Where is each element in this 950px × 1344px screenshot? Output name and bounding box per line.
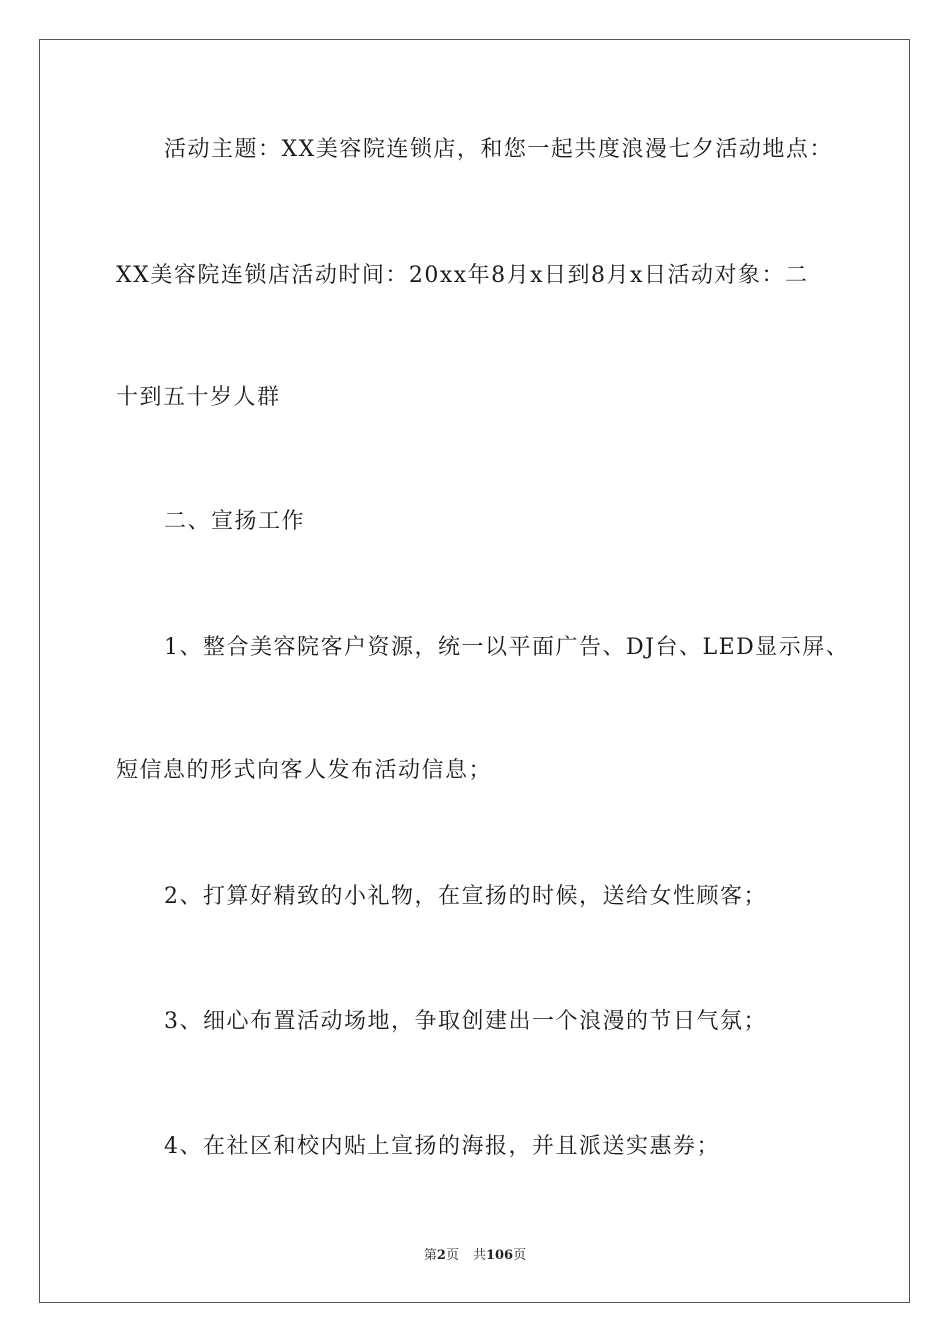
paragraph-line: 1、整合美容院客户资源，统一以平面广告、DJ台、LED显示屏、 [164,635,850,660]
page-footer [0,1247,950,1265]
list-item: 3、细心布置活动场地，争取创建出一个浪漫的节日气氛； [164,1009,767,1034]
list-item: 2、打算好精致的小礼物，在宣扬的时候，送给女性顾客； [164,884,767,909]
paragraph-line: 十到五十岁人群 [116,385,281,410]
page-suffix: 页 [445,1248,459,1263]
paragraph-line: 短信息的形式向客人发布活动信息； [116,758,493,783]
page-frame [39,39,910,1303]
total-suffix: 页 [513,1248,527,1263]
total-prefix: 共 [472,1248,486,1263]
total-pages: 106 [485,1248,514,1263]
paragraph-line: 活动主题：XX美容院连锁店，和您一起共度浪漫七夕活动地点： [164,137,833,162]
list-item: 4、在社区和校内贴上宣扬的海报，并且派送实惠券； [164,1134,720,1159]
page-number: 2 [436,1248,446,1263]
paragraph-line: XX美容院连锁店活动时间：20xx年8月x日到8月x日活动对象：二 [116,263,809,288]
section-heading: 二、宣扬工作 [164,509,306,534]
page-prefix: 第 [423,1248,437,1263]
